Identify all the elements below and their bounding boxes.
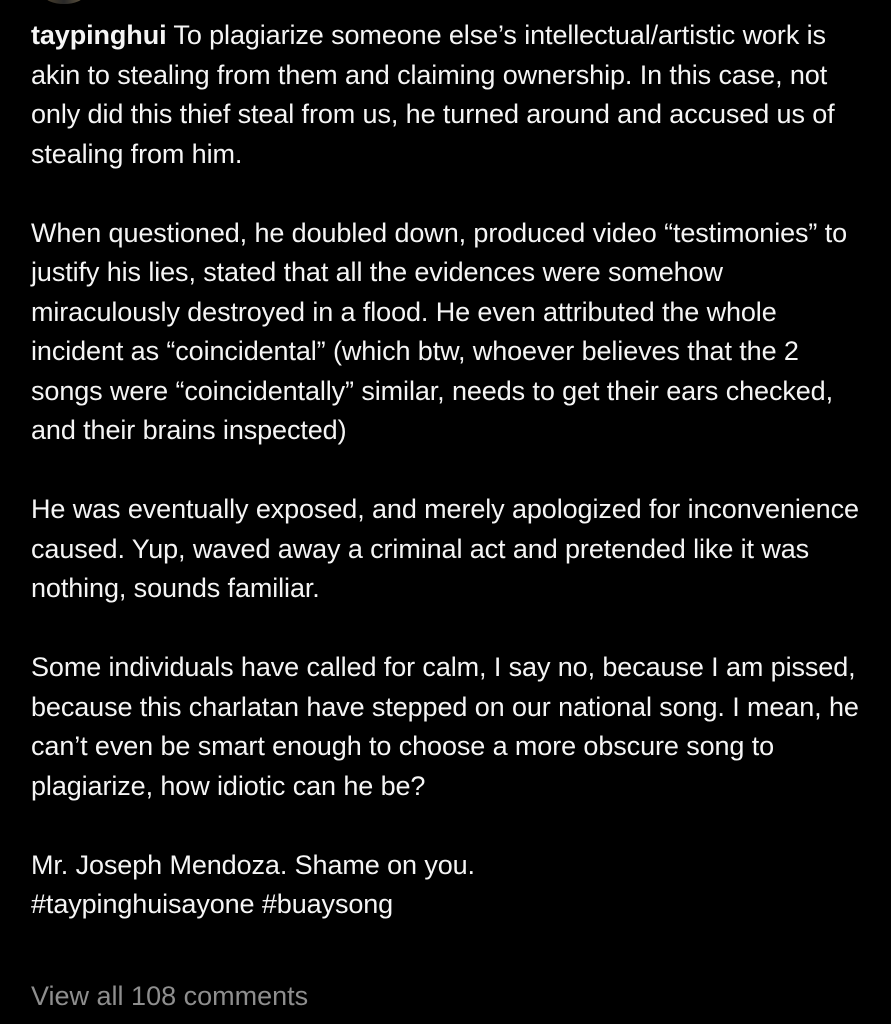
caption-paragraph-2: When questioned, he doubled down, produced video “testimonies” to justify his lies, stated that all the evidences were somehow miraculously destroyed in a flood. He even attributed the whole incident as “coincidental” (which btw, whoever believes that the 2 songs were “coincidentally” similar, needs to get their ears checked, and their brains inspected) [31,217,848,445]
view-all-comments-link[interactable]: View all 108 comments [31,981,309,1011]
caption-text-1: To plagiarize someone else’s intellectual/artistic work is akin to stealing from them and claiming ownership. In this case, not only did this thief steal from us, he turned around and accused us of stealing from him. [31,20,835,169]
caption-closing: Mr. Joseph Mendoza. Shame on you. [31,849,475,880]
hashtag-link[interactable]: #buaysong [261,889,394,919]
hashtag-line [31,885,866,925]
username-link[interactable]: taypinghui [31,20,167,50]
caption-paragraph-1 [31,16,866,174]
avatar[interactable] [44,0,84,4]
caption-paragraph-4: Some individuals have called for calm, I say no, because I am pissed, because this charlatan have stepped on our national song. I mean, he can’t even be smart enough to choose a more obscure song to plagiarize, how idiotic can he be? [31,652,859,801]
post-caption [31,16,866,925]
caption-paragraph-3: He was eventually exposed, and merely apologized for inconvenience caused. Yup, waved away a criminal act and pretended like it was nothing, sounds familiar. [31,494,859,603]
hashtag-link[interactable]: #taypinghuisayone [31,889,255,919]
